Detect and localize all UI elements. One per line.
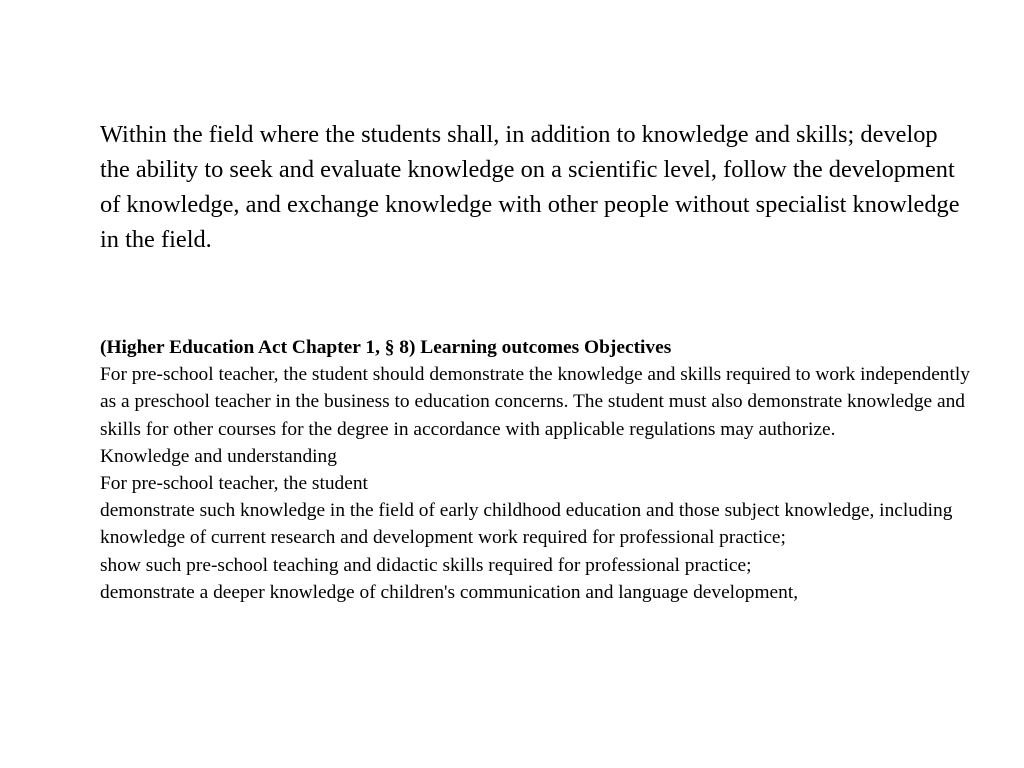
outcomes-paragraph-overview: For pre-school teacher, the student should demonstrate the knowledge and skills required to work independently as a preschool teacher in the business to education concerns. The student must also demonstrate knowledge and skills for other courses for the degree in accordance with applicable regulations may authorize. (100, 364, 970, 440)
student-intro-line: For pre-school teacher, the student (100, 473, 368, 495)
intro-paragraph: Within the field where the students shall, in addition to knowledge and skills; develop the ability to seek and evaluate knowledge on a scientific level, follow the development of knowledge, and exchange knowledge with other people without specialist knowledge in the field. (100, 121, 960, 253)
learning-outcomes-section (100, 334, 970, 606)
section-title: (Higher Education Act Chapter 1, § 8) Learning outcomes Objectives (100, 337, 672, 358)
outcome-item-knowledge: demonstrate such knowledge in the field of early childhood education and those subject knowledge, including knowledge of current research and development work required for professional practice; (100, 500, 953, 549)
outcome-item-communication: demonstrate a deeper knowledge of children's communication and language development, (100, 581, 799, 603)
outcome-item-skills: show such pre-school teaching and didactic skills required for professional practice; (100, 554, 752, 576)
knowledge-understanding-heading: Knowledge and understanding (100, 445, 337, 467)
